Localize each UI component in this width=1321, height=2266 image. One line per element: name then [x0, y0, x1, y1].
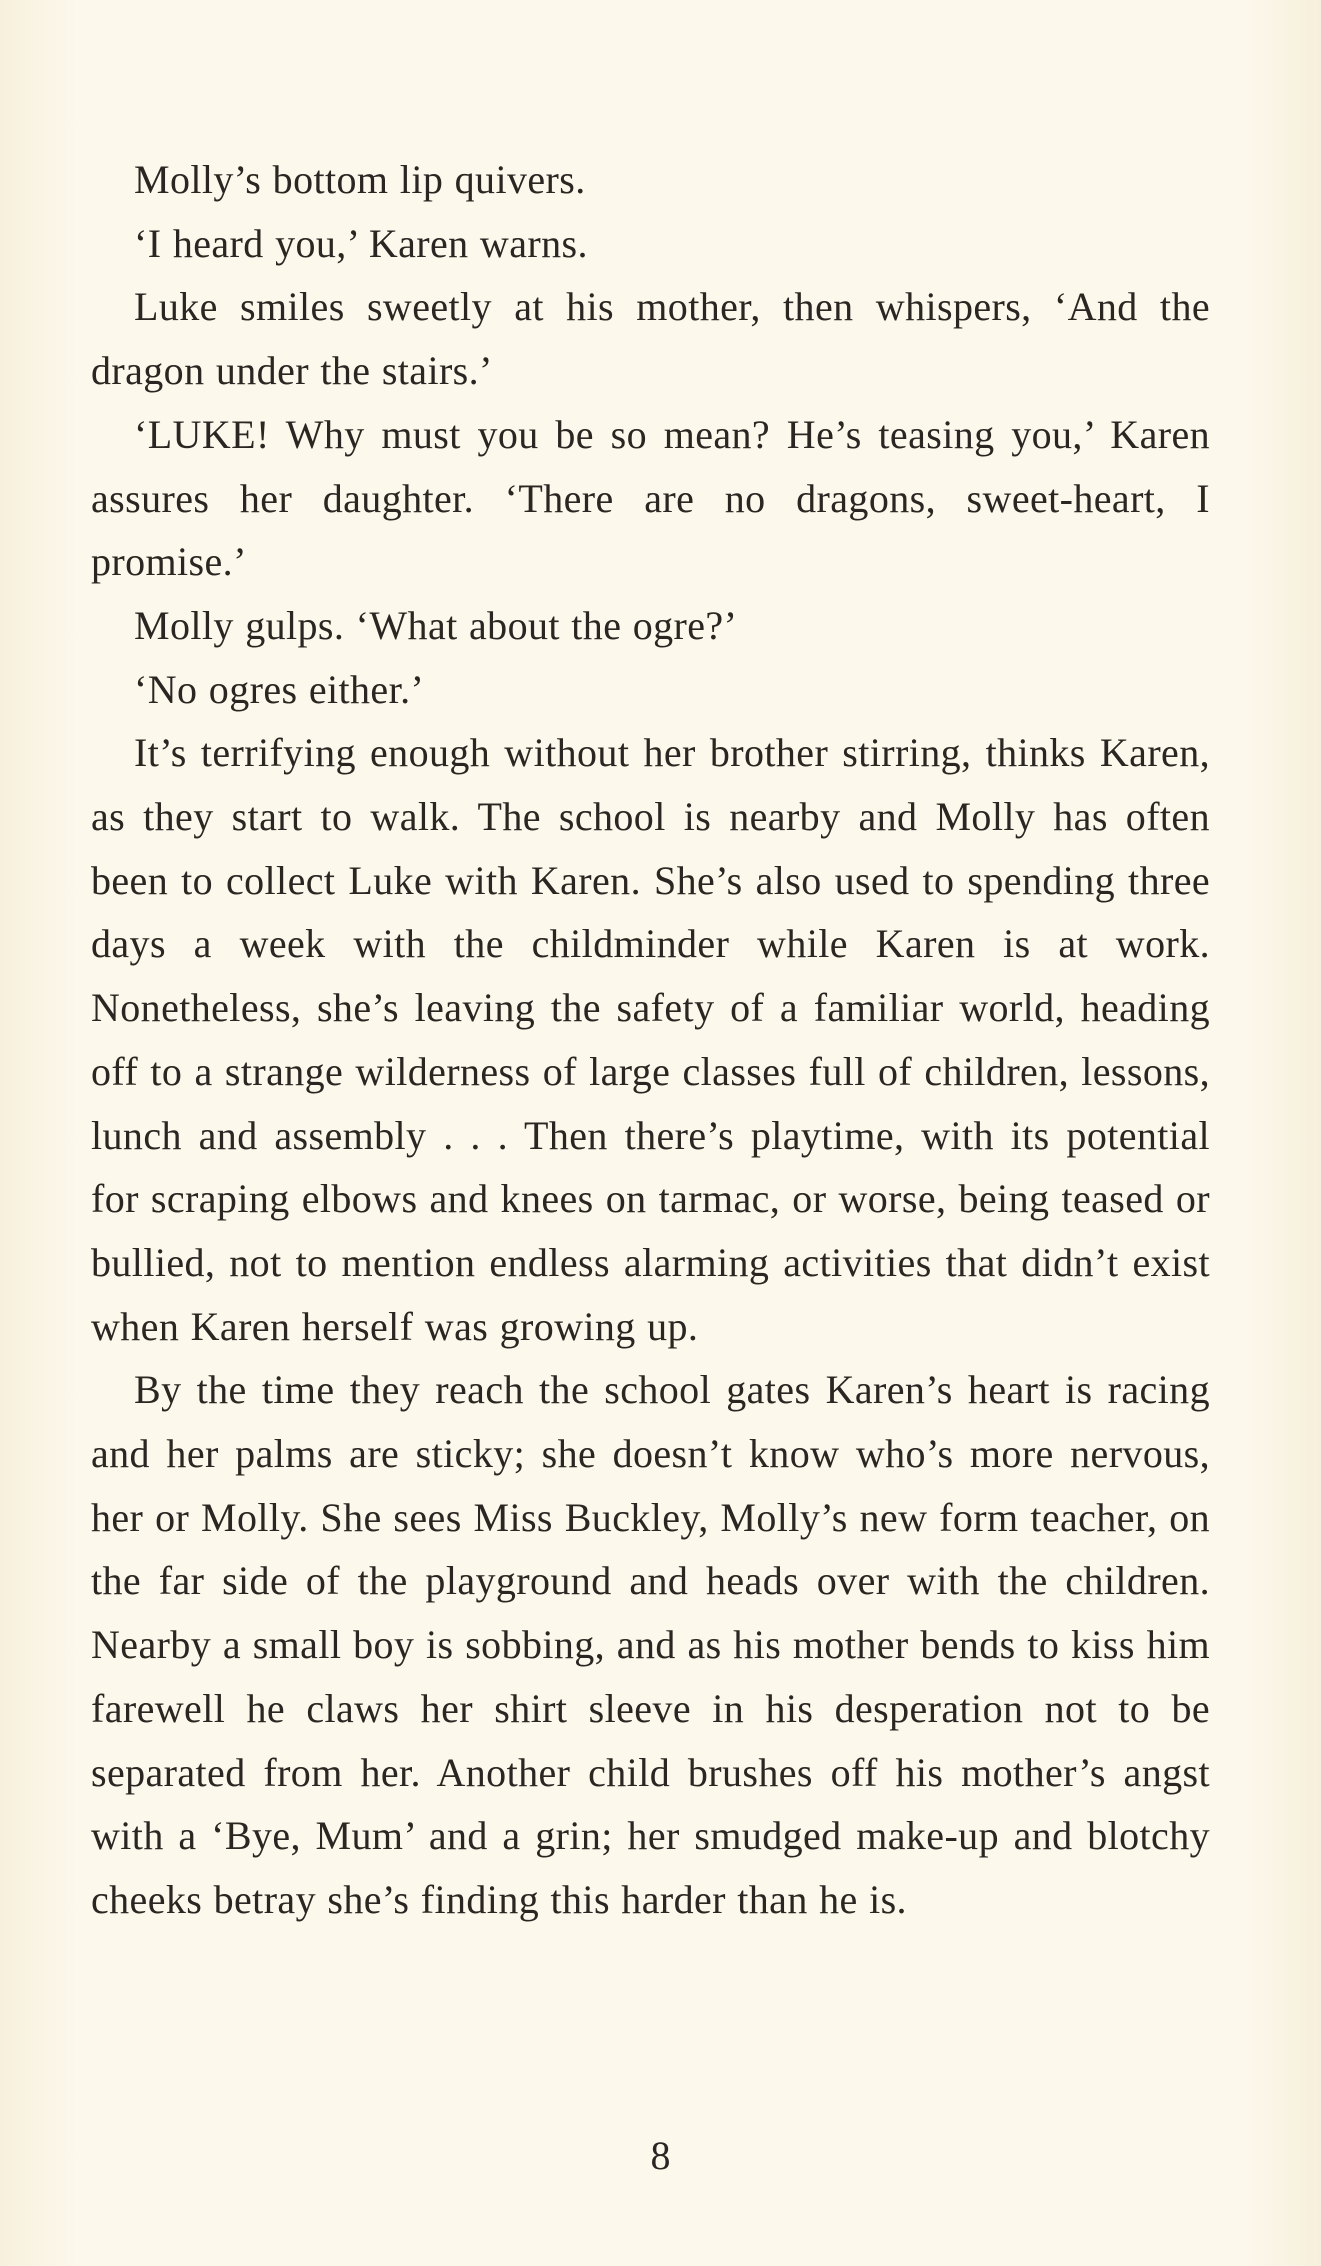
page-number: 8	[650, 2133, 671, 2178]
paragraph-6: ‘No ogres either.’	[134, 666, 425, 712]
paragraph-1: Molly’s bottom lip quivers.	[134, 157, 586, 202]
paragraph-4: ‘LUKE! Why must you be so mean? He’s teasing you,’ Karen assures her daughter. ‘There are no dragons, sweet-heart, I promise.’	[91, 411, 1210, 585]
paragraph-2: ‘I heard you,’ Karen warns.	[134, 220, 588, 266]
paragraph-5: Molly gulps. ‘What about the ogre?’	[134, 602, 738, 648]
paragraph-7: It’s terrifying enough without her brother stirring, thinks Karen, as they start to walk. The school is nearby and Molly has often been to collect Luke with Karen. She’s also used to spending three days a week with the childminder while Karen is at work. Nonetheless, she’s leaving the safety of a familiar world, heading off to a strange wilderness of large classes full of children, lessons, lunch and assembly . . . Then there’s playtime, with its potential for scraping elbows and knees on tarmac, or worse, being teased or bullied, not to mention endless alarming activities that didn’t exist when Karen herself was growing up.	[91, 730, 1210, 1349]
body-text	[91, 148, 1210, 1932]
paragraph-3: Luke smiles sweetly at his mother, then whispers, ‘And the dragon under the stairs.’	[91, 284, 1210, 394]
paragraph-8: By the time they reach the school gates Karen’s heart is racing and her palms are sticky; she doesn’t know who’s more nervous, her or Molly. She sees Miss Buckley, Molly’s new form teacher, on the far side of the playground and heads over with the children. Nearby a small boy is sobbing, and as his mother bends to kiss him farewell he claws her shirt sleeve in his desperation not to be separated from her. Another child brushes off his mother’s angst with a ‘Bye, Mum’ and a grin; her smudged make-up and blotchy cheeks betray she’s finding this harder than he is.	[91, 1367, 1210, 1922]
